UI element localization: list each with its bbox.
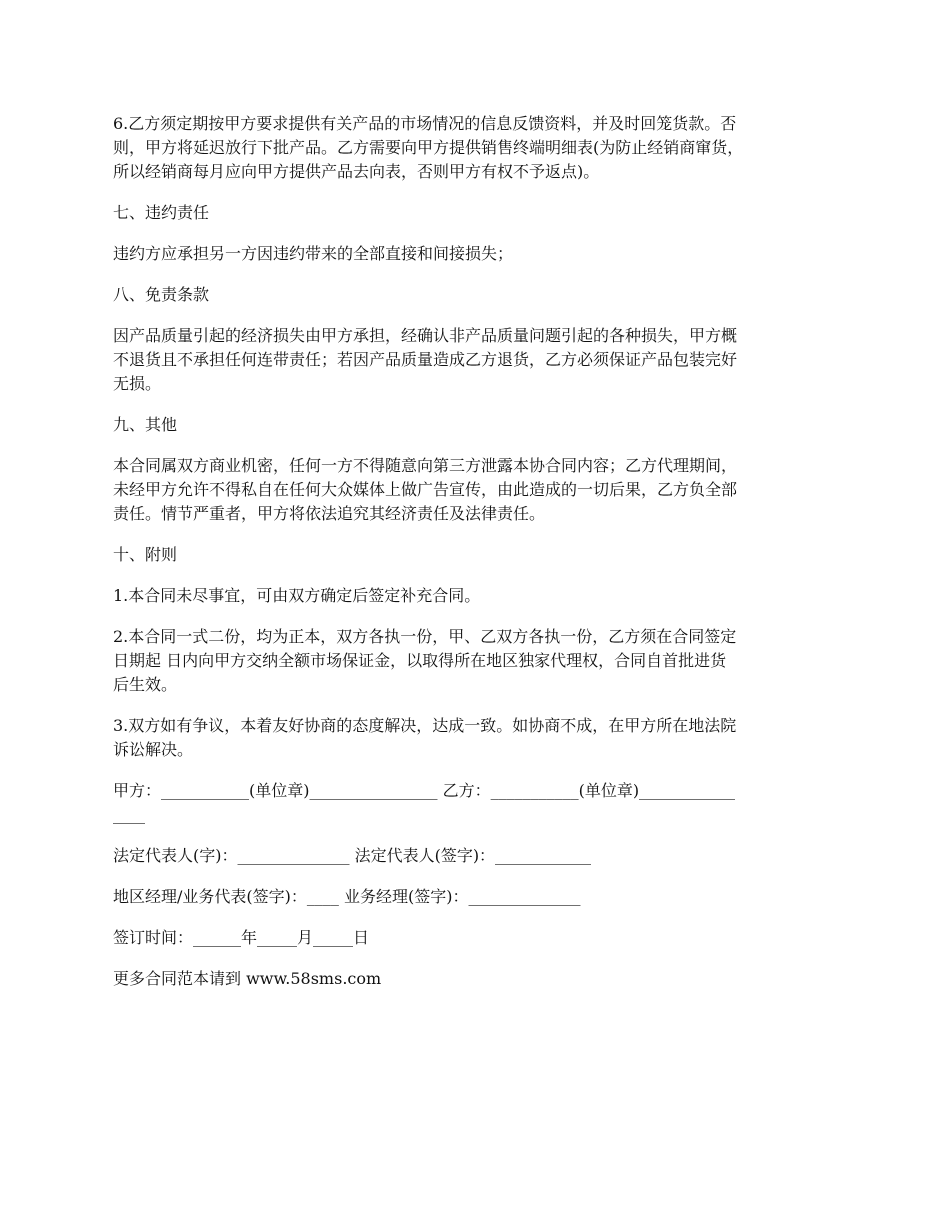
- appendix-item-2: 2.本合同一式二份，均为正本，双方各执一份，甲、乙双方各执一份，乙方须在合同签定 日期起 日内向甲方交纳全额市场保证金，以取得所在地区独家代理权，合同自首批进货 后生效。: [113, 627, 737, 694]
- section-heading-breach: 七、违约责任: [113, 203, 210, 222]
- clause-6-paragraph: 6.乙方须定期按甲方要求提供有关产品的市场情况的信息反馈资料，并及时回笼货款。否 则，甲方将延迟放行下批产品。乙方需要向甲方提供销售终端明细表(为防止经销商窜货， 所以经销商每月应向甲方提供产品去向表，否则甲方有权不予返点)。: [113, 114, 744, 181]
- signature-legal-reps: 法定代表人(字)：______________ 法定代表人(签字)：____________: [113, 846, 592, 865]
- signing-date: 签订时间：______年_____月_____日: [113, 928, 370, 947]
- section-heading-other: 九、其他: [113, 415, 178, 434]
- appendix-item-1: 1.本合同未尽事宜，可由双方确定后签定补充合同。: [113, 586, 481, 605]
- footer-note: 更多合同范本请到 www.58sms.com: [113, 969, 382, 988]
- breach-paragraph: 违约方应承担另一方因违约带来的全部直接和间接损失；: [113, 244, 514, 263]
- signature-managers: 地区经理/业务代表(签字)：____ 业务经理(签字)：______________: [113, 887, 581, 906]
- other-paragraph: 本合同属双方商业机密，任何一方不得随意向第三方泄露本协合同内容；乙方代理期间， 未经甲方允许不得私自在任何大众媒体上做广告宣传，由此造成的一切后果，乙方负全部 责任。情节严重者，甲方将依法追究其经济责任及法律责任。: [113, 456, 738, 523]
- appendix-item-3: 3.双方如有争议，本着友好协商的态度解决，达成一致。如协商不成，在甲方所在地法院 诉讼解决。: [113, 716, 737, 759]
- exemption-paragraph: 因产品质量引起的经济损失由甲方承担，经确认非产品质量问题引起的各种损失，甲方概 不退货且不承担任何连带责任；若因产品质量造成乙方退货，乙方必须保证产品包装完好 无损。: [113, 326, 738, 393]
- contract-page: [113, 112, 840, 1008]
- section-heading-appendix: 十、附则: [113, 545, 178, 564]
- signature-parties: 甲方：___________(单位章)________________ 乙方：___________(单位章)____________ ____: [113, 781, 736, 824]
- section-heading-exemption: 八、免责条款: [113, 285, 210, 304]
